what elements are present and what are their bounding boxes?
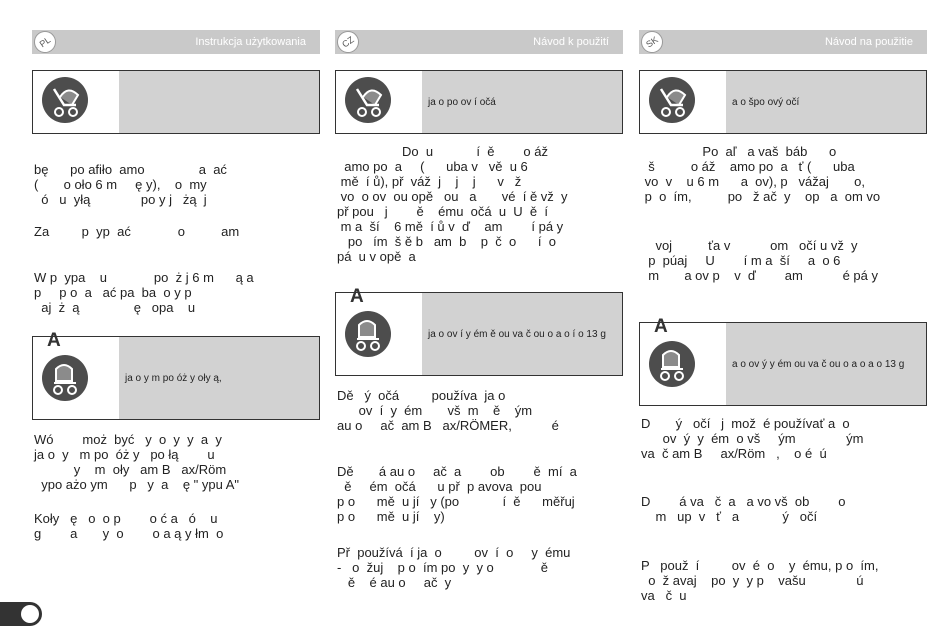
section-header-cz [335,30,623,54]
type-a-icon: A [350,286,364,307]
box-text-pl-2: ja o y m po óż y oły ą, [119,337,319,419]
paragraph-sk-5: P použ í ov é o y ému, p o ím, o ž avaj po y y p vašu ú va č u [641,558,879,603]
paragraph-sk-2: voj ťa v om očí u vž y p púaj U í m a ší a o 6 m a ov p v ď am é pá y [648,238,879,283]
type-a-icon: A [47,330,61,351]
paragraph-cz-4: Př používá í ja o ov í o y ému - o žuj p o ím po y y o ě ě é au o ač y [337,545,571,590]
car-seat-info-box-pl [32,330,320,420]
car-seat-stroller-icon [42,355,88,401]
stroller-icon [649,77,695,123]
paragraph-pl-5: Koły ę o o p o ć a ó u g a y o o a ą y łm o [34,511,224,541]
paragraph-pl-3: W p ypa u po ż j 6 m ą a p p o a ać pa ba o y p aj ż ą ę opa u [34,270,254,315]
stroller-info-box-pl [32,70,320,134]
stroller-icon [345,77,391,123]
car-seat-info-box-cz [335,286,623,376]
language-badge-sk: SK [637,27,668,58]
box-text-cz-1: ja o po ov í očá [422,71,622,133]
header-title-cz: Návod k použití [533,36,609,48]
box-text-cz-2: ja o ov í y ém ě ou va č ou o a o í o 13 g [422,293,622,375]
stroller-icon [42,77,88,123]
box-text-sk-2: a o ov ý y ém ou va č ou o a o a o 13 g [726,323,926,405]
car-seat-stroller-icon [649,341,695,387]
language-badge-pl: PL [30,27,61,58]
stroller-info-box-cz [335,70,623,134]
paragraph-pl-1: bę po afiło amo a ać ( o oło 6 m ę y), o my ó u yłą po y j żą j [34,162,227,207]
section-header-pl [32,30,320,54]
type-a-icon: A [654,316,668,337]
car-seat-info-box-sk [639,316,927,406]
paragraph-pl-4: Wó moż być y o y y a y ja o y m po óż y po łą u y m oły am B ax/Röm ypo ażo ym p y a ę " ypu A" [34,432,240,492]
paragraph-cz-1: Do u í ě o áž amo po a ( uba v vě u 6 mě í ů), př váž j j j v ž vo o ov ou opě ou a vé í ě vž y př pou j ě ému očá u U ě í m a ší 6 mě í ů v ď am í pá y po ím š ě b am b p č o í o pá u v opě a [337,144,568,264]
language-badge-cz: CZ [333,27,364,58]
box-text-pl-1 [119,71,319,133]
column-cz [335,30,623,590]
page-tab-marker [0,602,42,626]
column-sk [639,30,927,603]
header-title-pl: Instrukcja użytkowania [195,36,306,48]
header-title-sk: Návod na použitie [824,36,913,48]
paragraph-pl-2: Za p yp ać o am [34,224,240,239]
section-header-sk [639,30,927,54]
paragraph-sk-4: D á va č a a vo vš ob o m up v ť a ý očí [641,494,846,524]
paragraph-sk-1: Po aľ a vaš báb o š o áž amo po a ť ( uba vo v u 6 m a ov), p vážaj o, p o ím, po ž ač y op a om vo [644,144,881,204]
column-pl [32,30,320,541]
car-seat-stroller-icon [345,311,391,357]
paragraph-cz-3: Dě á au o ač a ob ě mí a ě ém očá u př p avova pou p o mě u jí y (po í ě měřuj p o mě u jí y) [337,464,577,524]
stroller-info-box-sk [639,70,927,134]
paragraph-cz-2: Dě ý očá používa ja o ov í y ém vš m ě ým au o ač am B ax/RÖMER, é [337,388,559,433]
paragraph-sk-3: D ý očí j mož é používať a o ov ý y ém o vš ým ým va č am B ax/Röm , o é ú [641,416,864,461]
box-text-sk-1: a o špo ový očí [726,71,926,133]
